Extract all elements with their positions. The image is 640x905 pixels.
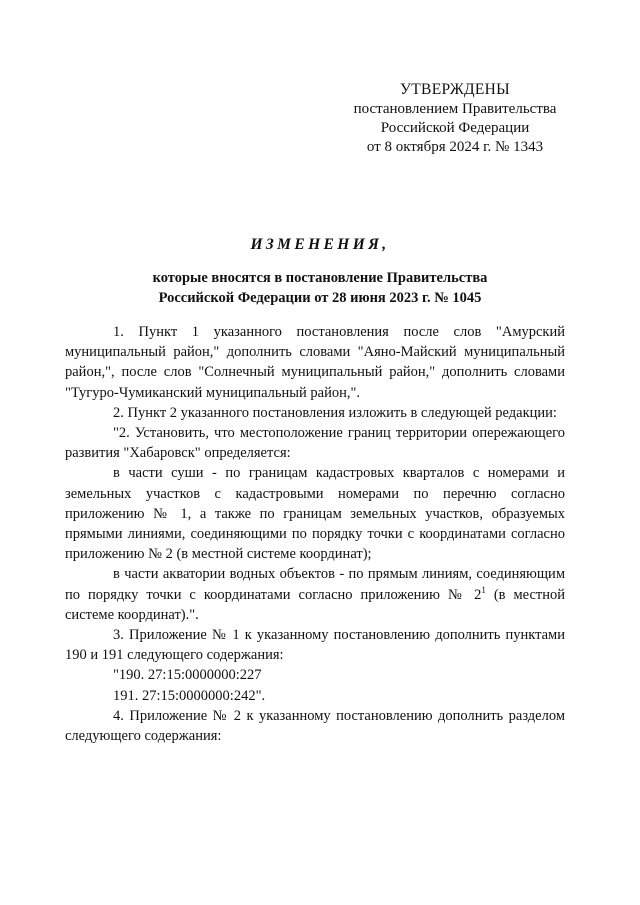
document-title xyxy=(60,236,580,308)
approval-line-2: Российской Федерации xyxy=(380,120,530,136)
paragraph-1: 1. Пункт 1 указанного постановления после слов "Амурский муниципальный район," дополнить словами "Аяно-Майский муниципальный район,", после слов "Солнечный муниципальный район," дополнить словами "Тугуро-Чумиканский муниципальный район,". xyxy=(65,324,565,401)
approval-line-1: постановлением Правительства xyxy=(353,101,557,117)
title-sub-line-1: которые вносятся в постановление Правительства xyxy=(152,270,488,286)
paragraph-8: 191. 27:15:0000000:242". xyxy=(113,687,266,704)
title-sub-line-2: Российской Федерации от 28 июня 2023 г. № 1045 xyxy=(158,290,482,306)
paragraph-5 xyxy=(65,564,565,625)
paragraph-7: "190. 27:15:0000000:227 xyxy=(113,667,262,684)
title-main: ИЗМЕНЕНИЯ, xyxy=(250,236,390,253)
paragraph-2: 2. Пункт 2 указанного постановления изложить в следующей редакции: xyxy=(113,404,557,421)
paragraph-3: "2. Установить, что местоположение границ территории опережающего развития "Хабаровск" определяется: xyxy=(65,425,565,462)
approval-line-3: от 8 октября 2024 г. № 1343 xyxy=(366,139,544,155)
paragraph-4: в части суши - по границам кадастровых кварталов с номерами и земельных участков с кадастровыми номерами по перечню согласно приложению № 1, а также по границам земельных участков, образуемых прямыми линиями, соединяющими по порядку точки с координатами согласно приложению № 2 (в местной системе координат); xyxy=(65,465,565,563)
paragraph-5-superscript: 1 xyxy=(481,584,486,595)
paragraph-5-tail: (в местной системе координат).". xyxy=(65,586,565,623)
paragraph-5-main: в части акватории водных объектов - по прямым линиям, соединяющим по порядку точки с координатами согласно приложению № 2 xyxy=(65,566,565,603)
paragraph-9: 4. Приложение № 2 к указанному постановлению дополнить разделом следующего содержания: xyxy=(65,707,565,745)
document-body xyxy=(65,322,565,746)
approval-stamp xyxy=(345,80,565,157)
approval-heading: УТВЕРЖДЕНЫ xyxy=(400,81,510,98)
paragraph-6: 3. Приложение № 1 к указанному постановлению дополнить пунктами 190 и 191 следующего содержания: xyxy=(65,627,565,664)
